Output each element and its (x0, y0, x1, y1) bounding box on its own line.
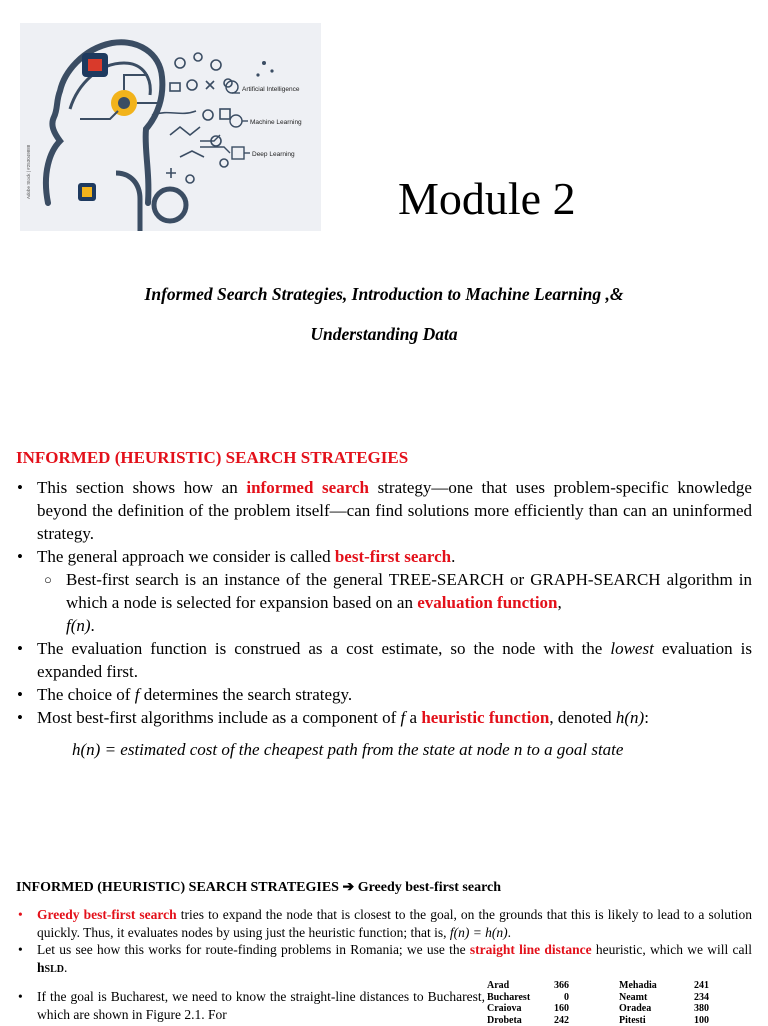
greedy-search-slide (0, 860, 768, 1024)
bullet-cost-estimate: • The evaluation function is construed as a cost estimate, so the node with the lowest evaluation is expanded first. (16, 637, 752, 683)
bullet-marker: • (17, 476, 23, 499)
bullet-best-first: • The general approach we consider is called best-first search. (16, 545, 752, 568)
table-row: Drobeta 242 Pitesti 100 (487, 1015, 709, 1026)
bullet-list (16, 476, 752, 729)
bullet-marker: • (17, 637, 23, 660)
bullet-romania-example: • Let us see how this works for route-finding problems in Romania; we use the straight line distance heuristic, which we will call hSLD. (16, 941, 752, 978)
illustration-label-dl: Deep Learning (252, 151, 295, 158)
sld-table (487, 980, 709, 1026)
bullet-marker: • (17, 706, 23, 729)
bullet-marker: • (18, 988, 23, 1006)
bullet-marker: • (18, 906, 23, 924)
sub-bullet-marker: ○ (44, 568, 52, 591)
subtitle-line-1: Informed Search Strategies, Introduction to Machine Learning ,& (0, 284, 768, 305)
bullet-marker: • (18, 941, 23, 959)
ai-illustration (20, 23, 321, 231)
illustration-label-ml: Machine Learning (250, 119, 302, 126)
bullet-greedy-definition: • Greedy best-first search tries to expand the node that is closest to the goal, on the grounds that this is likely to lead to a solution quickly. Thus, it evaluates nodes by using just the heuristic function; that is, f(n) = h(n). (16, 906, 752, 941)
arrow-icon: ➔ (342, 880, 354, 895)
heuristic-formula: h(n) = estimated cost of the cheapest path from the state at node n to a goal state (72, 740, 623, 760)
bullet-heuristic-function: • Most best-first algorithms include as a component of f a heuristic function, denoted h(n): (16, 706, 752, 729)
slide2-heading: INFORMED (HEURISTIC) SEARCH STRATEGIES ➔ Greedy best-first search (16, 879, 501, 896)
table-row: Arad 366 Mehadia 241 (487, 980, 709, 992)
bullet-marker: • (17, 545, 23, 568)
table-row: Bucharest 0 Neamt 234 (487, 992, 709, 1004)
bullet-goal-bucharest: • If the goal is Bucharest, we need to know the straight-line distances to Bucharest, which are shown in Figure 2.1. For (16, 988, 485, 1023)
section-heading: INFORMED (HEURISTIC) SEARCH STRATEGIES (16, 448, 408, 468)
subtitle-line-2: Understanding Data (0, 324, 768, 345)
table-row: Craiova 160 Oradea 380 (487, 1003, 709, 1015)
title-slide (0, 0, 768, 430)
sub-bullet-evaluation-function: ○ Best-first search is an instance of the general TREE-SEARCH or GRAPH-SEARCH algorithm in which a node is selected for expansion based on an evaluation function, f(n). (16, 568, 752, 637)
module-title: Module 2 (398, 176, 576, 222)
illustration-credit: Adobe Stock | #253049888 (26, 144, 31, 199)
bullet-choice-of-f: • The choice of f determines the search strategy. (16, 683, 752, 706)
bullet-marker: • (17, 683, 23, 706)
illustration-label-ai: Artificial Intelligence (242, 86, 300, 93)
bullet-informed-search: • This section shows how an informed search strategy—one that uses problem-specific knowledge beyond the definition of the problem itself—can find solutions more efficiently than can an uninformed strategy. (16, 476, 752, 545)
